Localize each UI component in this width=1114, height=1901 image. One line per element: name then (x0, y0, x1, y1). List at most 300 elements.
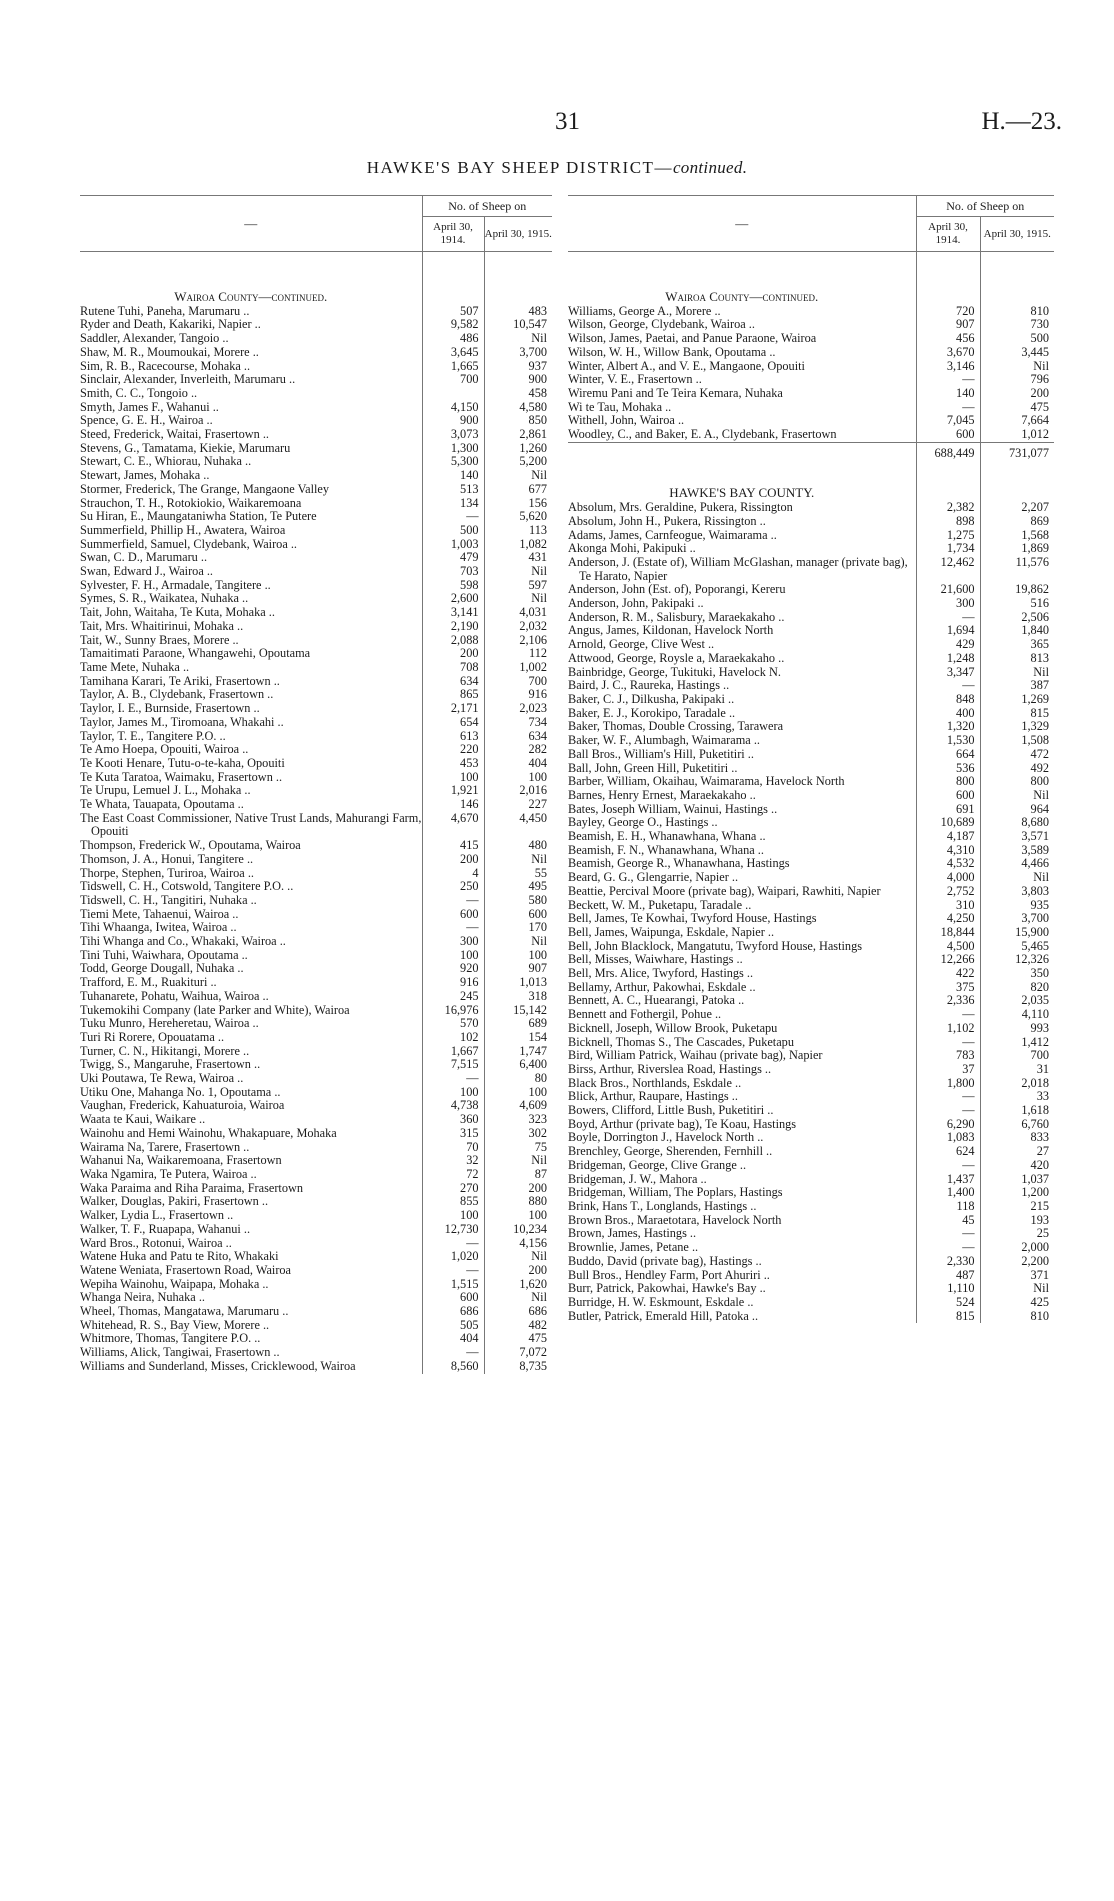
table-row (80, 455, 552, 469)
table-row (568, 373, 1054, 387)
sheep-1915: 100 (484, 949, 552, 963)
sheep-1915: 1,568 (980, 529, 1054, 543)
owner-name: Blick, Arthur, Raupare, Hastings .. (568, 1089, 738, 1104)
sheep-1914: 1,921 (422, 784, 484, 798)
sheep-1915: 2,861 (484, 428, 552, 442)
sheep-1915: 200 (484, 1182, 552, 1196)
sheep-1914: 898 (916, 515, 980, 529)
owner-name: Symes, S. R., Waikatea, Nuhaka .. (80, 591, 249, 606)
county-heading: HAWKE'S BAY COUNTY. (669, 485, 815, 501)
owner-name: Wilson, James, Paetai, and Panue Paraone, Wairoa (568, 331, 817, 346)
owner-name: Baker, E. J., Korokipo, Taradale .. (568, 705, 736, 720)
table-row (568, 953, 1054, 967)
owner-name: Ball Bros., William's Hill, Puketitiri .. (568, 746, 754, 761)
april-1915-header: April 30, 1915. (980, 217, 1054, 252)
sheep-1914: 1,083 (916, 1131, 980, 1145)
table-row (80, 716, 552, 730)
sheep-1915: 916 (484, 688, 552, 702)
table-row (80, 1209, 552, 1223)
sheep-1914: 654 (422, 716, 484, 730)
sheep-1915: 200 (484, 1264, 552, 1278)
sheep-1914: 916 (422, 976, 484, 990)
sheep-1914: 920 (422, 962, 484, 976)
owner-name: Beard, G. G., Glengarrie, Napier .. (568, 870, 739, 885)
owner-name: Stevens, G., Tamatama, Kiekie, Marumaru (80, 440, 291, 455)
owner-name: Wilson, George, Clydebank, Wairoa .. (568, 317, 755, 332)
owner-name: Bicknell, Joseph, Willow Brook, Puketapu (568, 1020, 778, 1035)
sheep-1914: 3,670 (916, 346, 980, 360)
sheep-1915: 4,466 (980, 857, 1054, 871)
table-row (568, 515, 1054, 529)
sheep-1914: 700 (422, 373, 484, 387)
sheep-1915: 686 (484, 1305, 552, 1319)
table-row (80, 551, 552, 565)
owner-name: Bowers, Clifford, Little Bush, Puketitiri .. (568, 1103, 774, 1118)
owner-name: Angus, James, Kildonan, Havelock North (568, 623, 774, 638)
sheep-1914: — (422, 1264, 484, 1278)
table-row (80, 414, 552, 428)
owner-name: Baird, J. C., Raureka, Hastings .. (568, 678, 730, 693)
sheep-1915: 993 (980, 1022, 1054, 1036)
sheep-1914: 8,560 (422, 1360, 484, 1374)
sheep-1914: 1,003 (422, 538, 484, 552)
sheep-1914: 4,150 (422, 401, 484, 415)
sheep-1914: 624 (916, 1145, 980, 1159)
table-row (80, 757, 552, 771)
owner-name: Taylor, I. E., Burnside, Frasertown .. (80, 701, 260, 716)
owner-name: Anderson, R. M., Salisbury, Maraekakaho .. (568, 609, 785, 624)
owner-name: Tidswell, C. H., Cotswold, Tangitere P.O. .. (80, 879, 294, 894)
table-row (568, 414, 1054, 428)
owner-name: Buddo, David (private bag), Hastings .. (568, 1253, 762, 1268)
sheep-1914: 598 (422, 579, 484, 593)
sheep-1915: 6,760 (980, 1118, 1054, 1132)
april-1914-header: April 30, 1914. (422, 217, 484, 252)
sheep-1914: 102 (422, 1031, 484, 1045)
sheep-1915: 154 (484, 1031, 552, 1045)
table-row (568, 611, 1054, 625)
sheep-1915: 482 (484, 1319, 552, 1333)
table-row (568, 428, 1054, 442)
table-row (80, 894, 552, 908)
owner-name: Smith, C. C., Tongoio .. (80, 385, 198, 400)
sheep-1914: 855 (422, 1195, 484, 1209)
table-row (80, 771, 552, 785)
owner-name: Wainohu and Hemi Wainohu, Whakapuare, Mohaka (80, 1125, 337, 1140)
sheep-1914: 404 (422, 1332, 484, 1346)
owner-name: Bull Bros., Hendley Farm, Port Ahuriri .. (568, 1267, 770, 1282)
owner-name: Boyd, Arthur (private bag), Te Koau, Hastings (568, 1116, 797, 1131)
sheep-1915: 1,037 (980, 1173, 1054, 1187)
sheep-1915: 387 (980, 679, 1054, 693)
sheep-1914: 3,141 (422, 606, 484, 620)
table-row (80, 1031, 552, 1045)
owner-name: Baker, W. F., Alumbagh, Waimarama .. (568, 733, 760, 748)
owner-name: Bell, James, Te Kowhai, Twyford House, Hastings (568, 911, 817, 926)
sheep-1914: 3,645 (422, 346, 484, 360)
sheep-1915: 689 (484, 1017, 552, 1031)
owner-name: Bennett, A. C., Huearangi, Patoka .. (568, 993, 745, 1008)
sheep-1915: 215 (980, 1200, 1054, 1214)
sheep-1914: 134 (422, 497, 484, 511)
sheep-1914: 4,187 (916, 830, 980, 844)
sheep-1915: 472 (980, 748, 1054, 762)
sheep-1914: — (916, 1008, 980, 1022)
table-row (568, 346, 1054, 360)
table-row (568, 556, 1054, 583)
owner-name: Bell, John Blacklock, Mangatutu, Twyford House, Hastings (568, 938, 863, 953)
owner-name: Ryder and Death, Kakariki, Napier .. (80, 317, 261, 332)
sheep-count-group-header: No. of Sheep on (422, 196, 552, 217)
owner-name: Thomson, J. A., Honui, Tangitere .. (80, 851, 254, 866)
owner-name: Smyth, James F., Wahanui .. (80, 399, 219, 414)
table-row (80, 867, 552, 881)
table-row (80, 702, 552, 716)
sheep-1915: 964 (980, 803, 1054, 817)
table-row (568, 1063, 1054, 1077)
table-row (568, 666, 1054, 680)
sheep-1914: 2,600 (422, 592, 484, 606)
sheep-1914: 4,738 (422, 1099, 484, 1113)
owner-name: Birss, Arthur, Riverslea Road, Hastings .. (568, 1061, 772, 1076)
sheep-1914: 100 (422, 1209, 484, 1223)
sheep-1914: — (422, 510, 484, 524)
sheep-1914: 250 (422, 880, 484, 894)
owner-name: Wilson, W. H., Willow Bank, Opoutama .. (568, 344, 776, 359)
sheep-1915: 1,329 (980, 720, 1054, 734)
owner-name: Anderson, J. (Estate of), William McGlashan, manager (private bag), Te Harato, Napier (568, 554, 908, 583)
sheep-1915: Nil (484, 592, 552, 606)
table-row (80, 1250, 552, 1264)
sheep-1914: 479 (422, 551, 484, 565)
owner-name: Anderson, John (Est. of), Poporangi, Kereru (568, 582, 786, 597)
owner-name: Brink, Hans T., Longlands, Hastings .. (568, 1199, 757, 1213)
owner-name: Utiku One, Mahanga No. 1, Opoutama .. (80, 1084, 281, 1099)
table-row (80, 688, 552, 702)
sheep-1914: 7,515 (422, 1058, 484, 1072)
table-row (80, 401, 552, 415)
sheep-1914: 4,532 (916, 857, 980, 871)
owner-name: Bridgeman, J. W., Mahora .. (568, 1171, 707, 1186)
table-row (568, 844, 1054, 858)
owner-name: Baker, C. J., Dilkusha, Pakipaki .. (568, 691, 735, 706)
table-row (80, 442, 552, 456)
owner-name: Wi te Tau, Mohaka .. (568, 399, 672, 414)
sheep-1915: 7,072 (484, 1346, 552, 1360)
owner-name: Sinclair, Alexander, Inverleith, Marumaru .. (80, 372, 296, 387)
table-row (568, 1022, 1054, 1036)
owner-name: Tukemokihi Company (late Parker and White), Wairoa (80, 1002, 350, 1017)
sheep-1914: 505 (422, 1319, 484, 1333)
sheep-1915: Nil (484, 469, 552, 483)
sheep-1914: 1,110 (916, 1282, 980, 1296)
owner-name: Trafford, E. M., Ruakituri .. (80, 975, 217, 990)
owner-name: Beamish, F. N., Whanawhana, Whana .. (568, 842, 764, 857)
sheep-1914: — (916, 401, 980, 415)
table-row (80, 1291, 552, 1305)
table-row (80, 1182, 552, 1196)
owner-column-header: — (80, 196, 422, 252)
owner-name: Attwood, George, Roysle a, Maraekakaho .. (568, 650, 785, 665)
sheep-1915: 734 (484, 716, 552, 730)
sheep-1914: 415 (422, 839, 484, 853)
sheep-1915: 475 (980, 401, 1054, 415)
sheep-1915: Nil (980, 1282, 1054, 1296)
owner-name: Ward Bros., Rotonui, Wairoa .. (80, 1235, 232, 1250)
table-row (80, 1141, 552, 1155)
table-row (80, 949, 552, 963)
table-row (568, 1269, 1054, 1283)
total-1915: 731,077 (980, 442, 1054, 460)
sheep-1915: 3,803 (980, 885, 1054, 899)
sheep-1914: 16,976 (422, 1004, 484, 1018)
owner-name: Summerfield, Samuel, Clydebank, Wairoa .. (80, 536, 298, 551)
sheep-1915: Nil (980, 666, 1054, 680)
sheep-1914: 4,670 (422, 812, 484, 839)
table-row (568, 401, 1054, 415)
sheep-1915: 10,234 (484, 1223, 552, 1237)
table-row (80, 798, 552, 812)
sheep-1915: 833 (980, 1131, 1054, 1145)
sheep-1914: 634 (422, 675, 484, 689)
owner-name: Brenchley, George, Sherenden, Fernhill .. (568, 1144, 773, 1159)
table-row (568, 332, 1054, 346)
left-column (80, 196, 552, 1374)
sheep-1914: 200 (422, 647, 484, 661)
right-sheep-table (568, 196, 1054, 1323)
table-row (568, 501, 1054, 515)
table-row (568, 305, 1054, 319)
sheep-1915: 11,576 (980, 556, 1054, 583)
owner-name: Tuhanarete, Pohatu, Waihua, Wairoa .. (80, 988, 269, 1003)
sheep-1915: 2,032 (484, 620, 552, 634)
owner-name: Whitehead, R. S., Bay View, Morere .. (80, 1317, 270, 1332)
owner-name: Spence, G. E. H., Wairoa .. (80, 413, 213, 428)
title-main: HAWKE'S BAY SHEEP DISTRICT— (366, 158, 673, 177)
table-row (80, 346, 552, 360)
sheep-1914: 21,600 (916, 583, 980, 597)
sheep-1914: 536 (916, 762, 980, 776)
sheep-1915: 492 (980, 762, 1054, 776)
table-row (80, 579, 552, 593)
sheep-1915: 700 (484, 675, 552, 689)
left-sheep-table (80, 196, 552, 1374)
sheep-1914: 12,462 (916, 556, 980, 583)
sheep-1914: 2,190 (422, 620, 484, 634)
sheep-1914: — (916, 1241, 980, 1255)
sheep-1915: 500 (980, 332, 1054, 346)
sheep-1915: Nil (980, 360, 1054, 374)
table-row (568, 734, 1054, 748)
table-row (568, 857, 1054, 871)
owner-name: Whanga Neira, Nuhaka .. (80, 1290, 205, 1305)
right-column (568, 196, 1054, 1323)
sheep-1914: — (916, 1159, 980, 1173)
document-reference: H.—23. (981, 108, 1062, 135)
sheep-1915: 19,862 (980, 583, 1054, 597)
page-number: 31 (555, 108, 580, 135)
table-row (80, 606, 552, 620)
sheep-1915: 87 (484, 1168, 552, 1182)
sheep-1914: 815 (916, 1310, 980, 1324)
owner-name: Wahanui Na, Waikaremoana, Frasertown (80, 1153, 282, 1168)
owner-name: Akonga Mohi, Pakipuki .. (568, 541, 696, 556)
sheep-1915: 4,031 (484, 606, 552, 620)
sheep-1915: 25 (980, 1227, 1054, 1241)
table-row (568, 1186, 1054, 1200)
owner-name: Te Kuta Taratoa, Waimaku, Frasertown .. (80, 769, 283, 784)
sheep-1915: 796 (980, 373, 1054, 387)
sheep-1914: 2,382 (916, 501, 980, 515)
sheep-1915: Nil (484, 853, 552, 867)
owner-name: Brownlie, James, Petane .. (568, 1240, 699, 1255)
sheep-1915: 100 (484, 771, 552, 785)
sheep-1915: Nil (980, 789, 1054, 803)
owner-name: Te Whata, Tauapata, Opoutama .. (80, 797, 244, 812)
sheep-1914: 270 (422, 1182, 484, 1196)
owner-name: Saddler, Alexander, Tangoio .. (80, 331, 229, 346)
sheep-1915: 200 (980, 387, 1054, 401)
owner-name: Su Hiran, E., Maungataniwha Station, Te Putere (80, 509, 317, 524)
owner-name: Whitmore, Thomas, Tangitere P.O. .. (80, 1331, 261, 1346)
owner-name: Bates, Joseph William, Wainui, Hastings .. (568, 801, 778, 816)
table-row (80, 1113, 552, 1127)
table-row (568, 912, 1054, 926)
owner-name: Black Bros., Northlands, Eskdale .. (568, 1075, 742, 1090)
sheep-1915: 2,000 (980, 1241, 1054, 1255)
owner-name: Thorpe, Stephen, Turiroa, Wairoa .. (80, 865, 254, 880)
table-row (80, 812, 552, 839)
table-row (568, 1145, 1054, 1159)
sheep-1915: 4,156 (484, 1237, 552, 1251)
sheep-1914: 220 (422, 743, 484, 757)
sheep-1914: 900 (422, 414, 484, 428)
owner-name: Te Amo Hoepa, Opouiti, Wairoa .. (80, 742, 249, 757)
table-row (80, 483, 552, 497)
sheep-1915: 1,620 (484, 1278, 552, 1292)
sheep-1914: 600 (422, 1291, 484, 1305)
owner-name: Shaw, M. R., Moumoukai, Morere .. (80, 344, 259, 359)
table-row (80, 784, 552, 798)
sheep-1914: — (422, 1237, 484, 1251)
table-row (80, 1278, 552, 1292)
sheep-1914: 600 (916, 789, 980, 803)
sheep-1915: Nil (484, 1291, 552, 1305)
sheep-1915: 3,589 (980, 844, 1054, 858)
table-row (80, 332, 552, 346)
sheep-1915: 100 (484, 1209, 552, 1223)
table-row (80, 305, 552, 319)
sheep-1914: 1,800 (916, 1077, 980, 1091)
sheep-1915: 600 (484, 908, 552, 922)
owner-name: Bennett and Fothergil, Pohue .. (568, 1007, 722, 1022)
sheep-1915: 1,012 (980, 428, 1054, 442)
sheep-1915: 2,106 (484, 634, 552, 648)
table-row (80, 743, 552, 757)
table-row (568, 1049, 1054, 1063)
owner-name: Stormer, Frederick, The Grange, Mangaone Valley (80, 481, 330, 496)
owner-name: Tait, Mrs. Whaitirinui, Mohaka .. (80, 618, 244, 633)
table-row (568, 707, 1054, 721)
sheep-1915: 495 (484, 880, 552, 894)
sheep-1915: 404 (484, 757, 552, 771)
table-row (568, 1200, 1054, 1214)
sheep-1914: 4 (422, 867, 484, 881)
sheep-1914: 507 (422, 305, 484, 319)
sheep-1915: 810 (980, 1310, 1054, 1324)
sheep-1914: 500 (422, 524, 484, 538)
sheep-1914: 3,347 (916, 666, 980, 680)
table-row (80, 497, 552, 511)
sheep-1914: 1,694 (916, 624, 980, 638)
owner-name: Beckett, W. M., Puketapu, Taradale .. (568, 897, 752, 912)
owner-name: Steed, Frederick, Waitai, Frasertown .. (80, 427, 269, 442)
table-row (568, 387, 1054, 401)
sheep-1914: 7,045 (916, 414, 980, 428)
table-row (80, 1360, 552, 1374)
owner-name: Taylor, A. B., Clydebank, Frasertown .. (80, 687, 274, 702)
table-row (80, 1319, 552, 1333)
sheep-1914: 2,088 (422, 634, 484, 648)
owner-name: Beattie, Percival Moore (private bag), Waipari, Rawhiti, Napier (568, 883, 881, 898)
table-row (80, 1305, 552, 1319)
sheep-1914: 4,000 (916, 871, 980, 885)
sheep-1914: 1,400 (916, 1186, 980, 1200)
sheep-1914: 429 (916, 638, 980, 652)
sheep-1914: 907 (916, 318, 980, 332)
sheep-1915: 170 (484, 921, 552, 935)
owner-name: Winter, Albert A., and V. E., Mangaone, Opouiti (568, 358, 805, 373)
table-row (80, 935, 552, 949)
table-row (568, 1090, 1054, 1104)
sheep-1914: 360 (422, 1113, 484, 1127)
owner-name: Williams, George A., Morere .. (568, 303, 721, 318)
sheep-1914: 422 (916, 967, 980, 981)
table-row (80, 620, 552, 634)
sheep-1914: — (422, 921, 484, 935)
sheep-1915: 1,840 (980, 624, 1054, 638)
table-row (80, 592, 552, 606)
owner-name: Tait, W., Sunny Braes, Morere .. (80, 632, 239, 647)
sheep-1914: — (916, 373, 980, 387)
table-row (80, 647, 552, 661)
sheep-1914: 453 (422, 757, 484, 771)
owner-name: Burridge, H. W. Eskmount, Eskdale .. (568, 1294, 754, 1309)
sheep-1914: — (916, 1104, 980, 1118)
sheep-1914: 486 (422, 332, 484, 346)
table-row (80, 565, 552, 579)
owner-name: Taylor, T. E., Tangitere P.O. .. (80, 728, 226, 743)
sheep-1914: 691 (916, 803, 980, 817)
sheep-1915: 80 (484, 1072, 552, 1086)
table-row (568, 1241, 1054, 1255)
owner-name: Bainbridge, George, Tukituki, Havelock N. (568, 664, 781, 679)
sheep-1915: 730 (980, 318, 1054, 332)
owner-name: Tihi Whanga and Co., Whakaki, Wairoa .. (80, 934, 286, 949)
owner-name: Sylvester, F. H., Armadale, Tangitere .. (80, 577, 271, 592)
table-row (568, 899, 1054, 913)
owner-name: Beamish, E. H., Whanawhana, Whana .. (568, 829, 766, 844)
table-row (568, 583, 1054, 597)
table-row (80, 1045, 552, 1059)
sheep-1914 (422, 387, 484, 401)
table-row (568, 1227, 1054, 1241)
owner-name: Absolum, John H., Pukera, Rissington .. (568, 513, 766, 528)
sheep-1914: 140 (422, 469, 484, 483)
sheep-1915: 810 (980, 305, 1054, 319)
table-row (80, 976, 552, 990)
total-1914: 688,449 (916, 442, 980, 460)
